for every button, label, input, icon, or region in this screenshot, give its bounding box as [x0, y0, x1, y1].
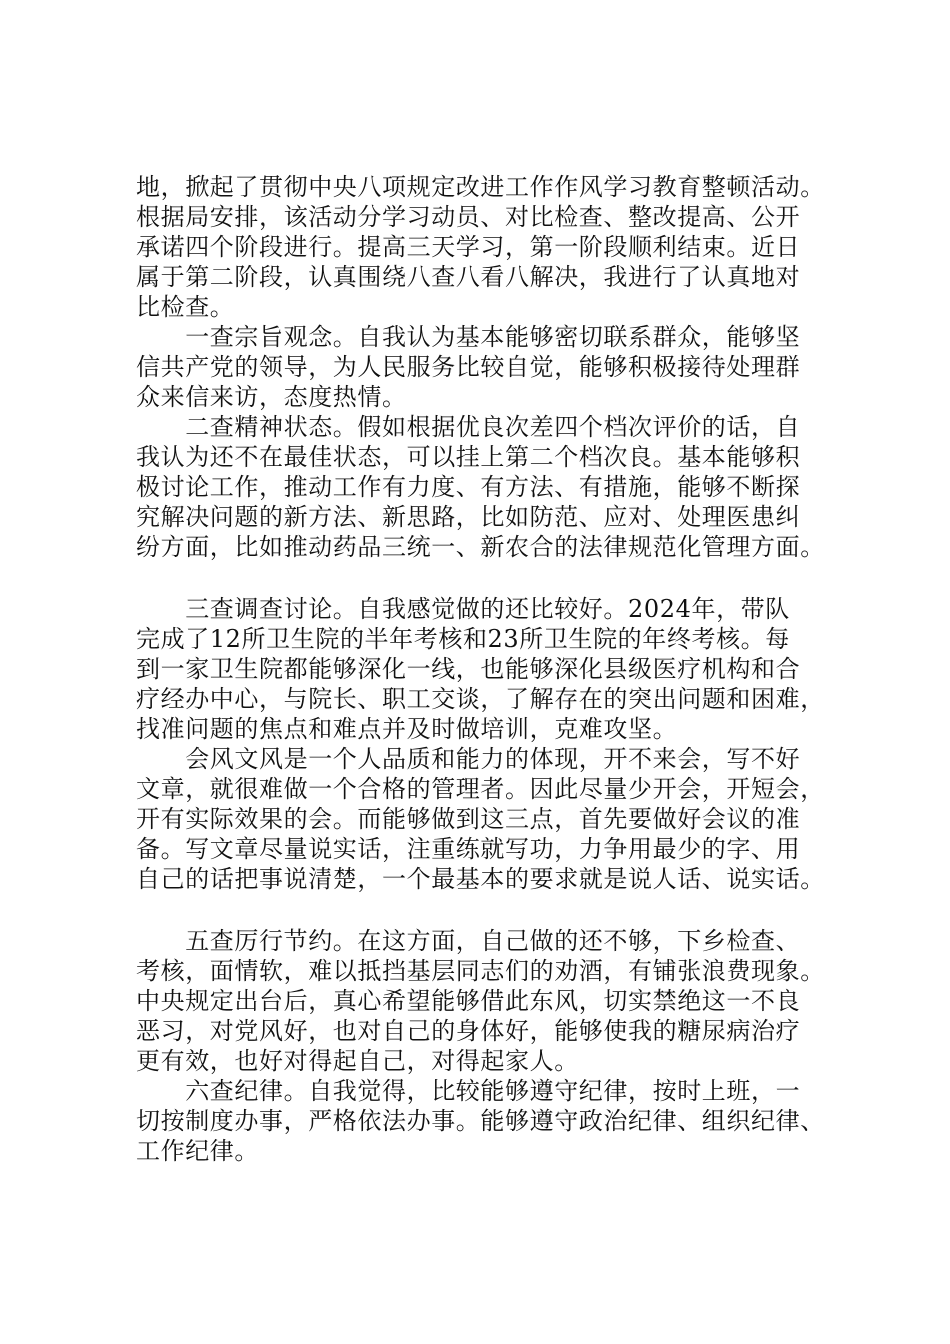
- text-line: 切按制度办事，严格依法办事。能够遵守政治纪律、组织纪律、: [136, 1107, 825, 1135]
- text-line: 根据局安排，该活动分学习动员、对比检查、整改提高、公开: [136, 203, 801, 231]
- text-line: 更有效，也好对得起自己，对得起家人。: [136, 1047, 579, 1075]
- paragraph-frugality: [136, 926, 826, 1076]
- paragraph-spacer: [136, 894, 826, 926]
- text-line: 地，掀起了贯彻中央八项规定改进工作作风学习教育整顿活动。: [136, 173, 825, 201]
- text-line: 完成了12所卫生院的半年考核和23所卫生院的年终考核。每: [136, 625, 790, 653]
- paragraph-purpose: [136, 322, 826, 412]
- text-line: 我认为还不在最佳状态，可以挂上第二个档次良。基本能够积: [136, 443, 801, 471]
- paragraph-discipline: [136, 1076, 826, 1166]
- text-line: 承诺四个阶段进行。提高三天学习，第一阶段顺利结束。近日: [136, 233, 801, 261]
- text-line: 恶习，对党风好，也对自己的身体好，能够使我的糖尿病治疗: [136, 1017, 801, 1045]
- paragraph-research: [136, 594, 826, 744]
- text-line: 比检查。: [136, 293, 235, 321]
- text-line: 文章，就很难做一个合格的管理者。因此尽量少开会，开短会，: [136, 775, 825, 803]
- text-line: 纷方面，比如推动药品三统一、新农合的法律规范化管理方面。: [136, 533, 825, 561]
- paragraph-spirit: [136, 412, 826, 562]
- text-line: 属于第二阶段，认真围绕八查八看八解决，我进行了认真地对: [136, 263, 801, 291]
- text-line: 开有实际效果的会。而能够做到这三点，首先要做好会议的准: [136, 805, 801, 833]
- text-line: 会风文风是一个人品质和能力的体现，开不来会，写不好: [136, 745, 801, 773]
- text-line: 找准问题的焦点和难点并及时做培训，克难攻坚。: [136, 715, 678, 743]
- text-line: 众来信来访，态度热情。: [136, 383, 407, 411]
- text-line: 考核，面情软，难以抵挡基层同志们的劝酒，有铺张浪费现象。: [136, 957, 825, 985]
- paragraph-meeting-style: [136, 744, 826, 894]
- text-line: 一查宗旨观念。自我认为基本能够密切联系群众，能够坚: [136, 323, 801, 351]
- document-body: [136, 172, 826, 1166]
- text-line: 五查厉行节约。在这方面，自己做的还不够，下乡检查、: [136, 927, 801, 955]
- text-line: 六查纪律。自我觉得，比较能够遵守纪律，按时上班，一: [136, 1077, 801, 1105]
- text-line: 备。写文章尽量说实话，注重练就写功，力争用最少的字、用: [136, 835, 801, 863]
- text-line: 究解决问题的新方法、新思路，比如防范、应对、处理医患纠: [136, 503, 801, 531]
- paragraph-spacer: [136, 562, 826, 594]
- text-line: 信共产党的领导，为人民服务比较自觉，能够积极接待处理群: [136, 353, 801, 381]
- text-line: 二查精神状态。假如根据优良次差四个档次评价的话，自: [136, 413, 801, 441]
- text-line: 疗经办中心，与院长、职工交谈，了解存在的突出问题和困难，: [136, 685, 825, 713]
- paragraph-intro: [136, 172, 826, 322]
- text-line: 极讨论工作，推动工作有力度、有方法、有措施，能够不断探: [136, 473, 801, 501]
- text-line: 中央规定出台后，真心希望能够借此东风，切实禁绝这一不良: [136, 987, 801, 1015]
- text-line: 工作纪律。: [136, 1137, 259, 1165]
- text-line: 到一家卫生院都能够深化一线，也能够深化县级医疗机构和合: [136, 655, 801, 683]
- text-line: 自己的话把事说清楚，一个最基本的要求就是说人话、说实话。: [136, 865, 825, 893]
- text-line: 三查调查讨论。自我感觉做的还比较好。2024年，带队: [136, 595, 790, 623]
